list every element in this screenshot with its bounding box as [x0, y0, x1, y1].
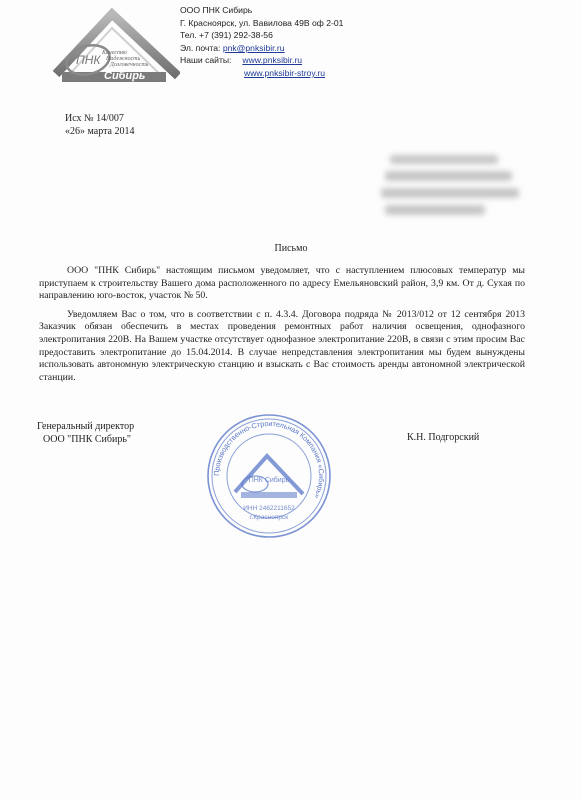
- signer-name: К.Н. Подгорский: [407, 432, 480, 443]
- redacted-line: [385, 171, 512, 181]
- signer-position: Генеральный директор: [37, 421, 135, 432]
- email-label: Эл. почта:: [180, 42, 221, 53]
- stamp-city: г.Красноярск: [249, 514, 289, 521]
- letter-body: [39, 265, 525, 390]
- company-seal-stamp-icon: [205, 412, 333, 540]
- stamp-inn: ИНН 2462211652: [243, 505, 295, 512]
- redacted-line: [390, 155, 498, 164]
- company-name: ООО ПНК Сибирь: [180, 5, 253, 15]
- redacted-line: [381, 188, 519, 198]
- stamp-center: ПНК Сибирь: [248, 477, 290, 484]
- email-link[interactable]: pnk@pnksibir.ru: [222, 42, 285, 53]
- logo-brand-name: Сибирь: [104, 70, 146, 82]
- company-contacts: [180, 4, 343, 80]
- body-paragraph: Уведомляем Вас о том, что в соответствии с п. 4.3.4. Договора подряда № 2013/012 от 12 сентября 2013 Заказчик обязан обеспечить в местах проведения ремонтных работ наличия освещения, однофазного электропитания 220В. На Вашем участке отсутствует однофазное электропитание 220В, в связи с этим просим Вас предоставить электропитание до 15.04.2014. В случае непредставления электропитания мы будем вынуждены использовать автономную электрическую станцию и взыскать с Вас стоимость аренды автономной электрической станции.: [39, 308, 525, 383]
- reference-number: Исх № 14/007: [65, 113, 124, 124]
- company-phone: Тел. +7 (391) 292-38-56: [180, 30, 273, 41]
- sites-row: [180, 54, 343, 67]
- company-address: Г. Красноярск, ул. Вавилова 49В оф 2-01: [180, 17, 344, 28]
- stamp-ring-text: Производственно-Строительная Компания «Сибирь»: [211, 418, 327, 500]
- email-row: [180, 42, 343, 55]
- site-link-1[interactable]: www.pnksibir.ru: [242, 55, 303, 66]
- logo-tagline-1: Качество: [102, 50, 127, 56]
- logo-tagline-2: Надежность: [106, 56, 141, 62]
- company-logo-icon: [52, 6, 180, 86]
- logo-brand-small: ПНК: [76, 53, 101, 67]
- sites-label: Наши сайты:: [180, 55, 232, 66]
- body-paragraph: ООО "ПНК Сибирь" настоящим письмом уведомляет, что с наступлением плюсовых температур мы приступаем к строительству Вашего дома расположенного по адресу Емельяновский район, 3,9 км. От д. Сухая по направлению юго-восток, участок № 50.: [39, 265, 525, 302]
- reference-date: «26» марта 2014: [65, 125, 135, 137]
- site-link-2[interactable]: www.pnksibir-stroy.ru: [244, 67, 326, 78]
- letter-title: Письмо: [274, 243, 308, 254]
- redacted-line: [385, 205, 485, 215]
- sites-row-2: [180, 67, 343, 80]
- logo-tagline-3: Долговечность: [110, 62, 149, 68]
- outgoing-reference: [65, 113, 135, 138]
- signature-block: [37, 421, 134, 446]
- signer-company: ООО "ПНК Сибирь": [43, 433, 131, 445]
